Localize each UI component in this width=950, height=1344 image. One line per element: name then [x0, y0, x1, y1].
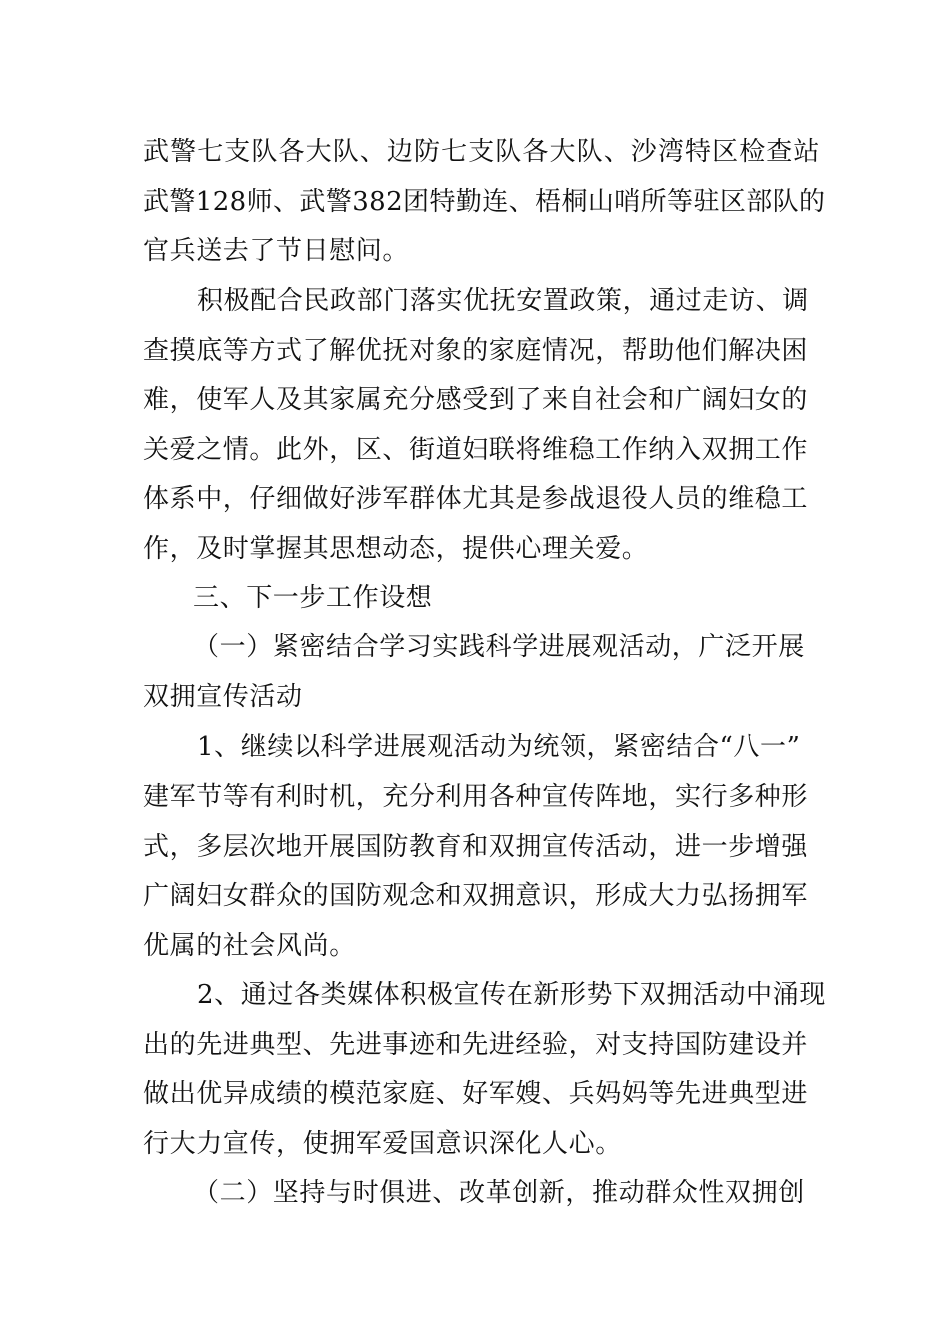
paragraph-line: 关爱之情。此外，区、街道妇联将维稳工作纳入双拥工作 — [143, 435, 809, 465]
paragraph-line: 查摸底等方式了解优抚对象的家庭情况，帮助他们解决困 — [143, 336, 809, 366]
paragraph-line: 广阔妇女群众的国防观念和双拥意识，形成大力弘扬拥军 — [143, 881, 809, 911]
paragraph-line: 做出优异成绩的模范家庭、好军嫂、兵妈妈等先进典型进 — [143, 1079, 809, 1109]
paragraph-line: 行大力宣传，使拥军爱国意识深化人心。 — [143, 1129, 622, 1159]
paragraph-line: 武警七支队各大队、边防七支队各大队、沙湾特区检查站 — [143, 137, 821, 167]
section-heading: 三、下一步工作设想 — [193, 583, 433, 613]
paragraph-line: 难，使军人及其家属充分感受到了来自社会和广阔妇女的 — [143, 385, 809, 415]
paragraph-line: 体系中，仔细做好涉军群体尤其是参战退役人员的维稳工 — [143, 484, 809, 514]
paragraph-line: 官兵送去了节日慰问。 — [143, 236, 410, 266]
paragraph-line: 式，多层次地开展国防教育和双拥宣传活动，进一步增强 — [143, 832, 809, 862]
subsection-heading: （一）紧密结合学习实践科学进展观活动，广泛开展 — [193, 632, 805, 662]
paragraph-line: 武警128师、武警382团特勤连、梧桐山哨所等驻区部队的 — [143, 187, 826, 217]
subsection-heading: （二）坚持与时俱进、改革创新，推动群众性双拥创 — [193, 1178, 805, 1208]
paragraph-line: 1、继续以科学进展观活动为统领，紧密结合“八一” — [197, 732, 801, 762]
paragraph-line: 2、通过各类媒体积极宣传在新形势下双拥活动中涌现 — [197, 980, 826, 1010]
paragraph-line: 作，及时掌握其思想动态，提供心理关爱。 — [143, 534, 649, 564]
paragraph-line: 积极配合民政部门落实优抚安置政策，通过走访、调 — [197, 286, 809, 316]
paragraph-line: 出的先进典型、先进事迹和先进经验，对支持国防建设并 — [143, 1030, 809, 1060]
subsection-heading-cont: 双拥宣传活动 — [143, 682, 303, 712]
paragraph-line: 优属的社会风尚。 — [143, 931, 356, 961]
paragraph-line: 建军节等有利时机，充分利用各种宣传阵地，实行多种形 — [143, 782, 809, 812]
